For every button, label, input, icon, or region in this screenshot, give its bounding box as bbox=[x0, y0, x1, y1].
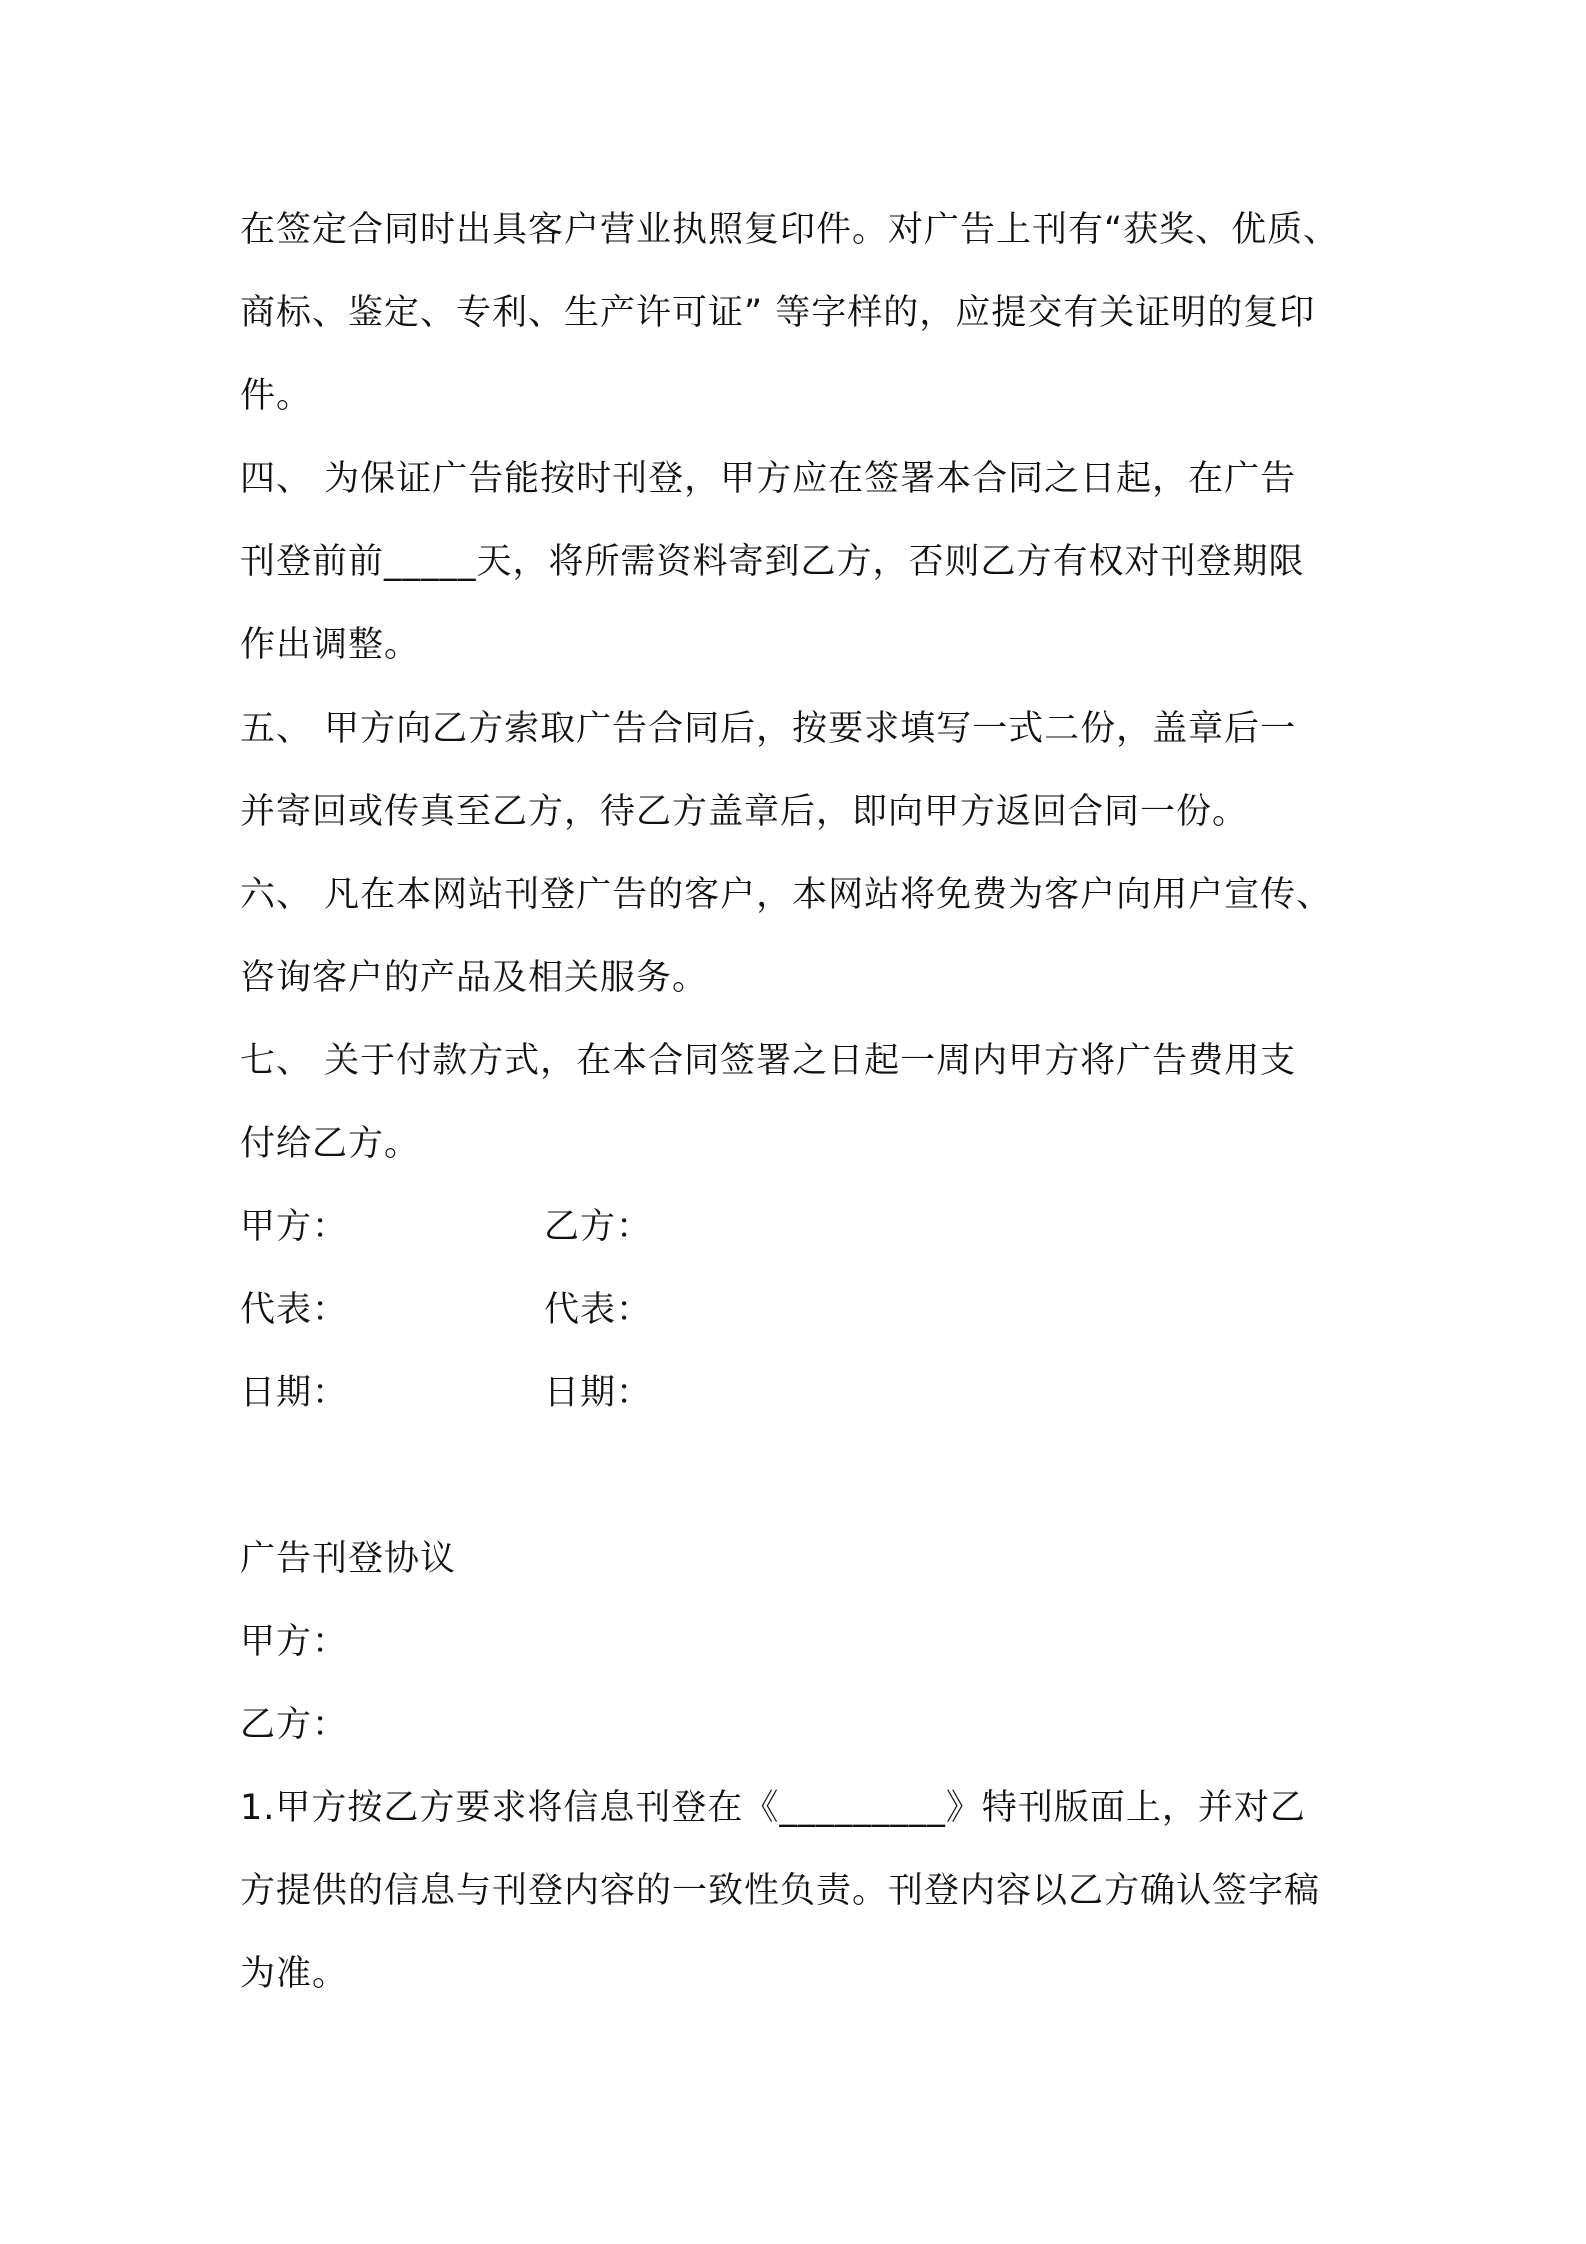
agreement-party-a: 甲方： bbox=[240, 1622, 349, 1662]
signature-party-b: 乙方： bbox=[544, 1207, 653, 1247]
clause-7-line: 付给乙方。 bbox=[240, 1124, 421, 1164]
clause-6-line: 六、 凡在本网站刊登广告的客户，本网站将免费为客户向用户宣传、 bbox=[240, 875, 1333, 915]
clause-6-line: 咨询客户的产品及相关服务。 bbox=[240, 958, 709, 998]
clause-5-line: 并寄回或传真至乙方，待乙方盖章后，即向甲方返回合同一份。 bbox=[240, 792, 1249, 832]
agreement-title: 广告刊登协议 bbox=[240, 1539, 457, 1579]
agreement-party-b: 乙方： bbox=[240, 1705, 349, 1745]
agreement-item-1-line: 1.甲方按乙方要求将信息刊登在《_________》特刊版面上，并对乙 bbox=[240, 1788, 1306, 1828]
paragraph-line: 商标、鉴定、专利、生产许可证” 等字样的，应提交有关证明的复印 bbox=[240, 293, 1316, 333]
signature-date-a: 日期： bbox=[240, 1373, 349, 1413]
signature-rep-b: 代表： bbox=[544, 1290, 653, 1330]
paragraph-line: 在签定合同时出具客户营业执照复印件。对广告上刊有“获奖、优质、 bbox=[240, 210, 1340, 250]
agreement-item-1-line: 为准。 bbox=[240, 1954, 349, 1994]
signature-date-b: 日期： bbox=[544, 1373, 653, 1413]
clause-5-line: 五、 甲方向乙方索取广告合同后，按要求填写一式二份，盖章后一 bbox=[240, 709, 1297, 749]
signature-rep-a: 代表： bbox=[240, 1290, 349, 1330]
clause-7-line: 七、 关于付款方式，在本合同签署之日起一周内甲方将广告费用支 bbox=[240, 1041, 1297, 1081]
agreement-item-1-line: 方提供的信息与刊登内容的一致性负责。刊登内容以乙方确认签字稿 bbox=[240, 1871, 1321, 1911]
clause-4-line: 作出调整。 bbox=[240, 625, 421, 665]
clause-4-line: 四、 为保证广告能按时刊登，甲方应在签署本合同之日起，在广告 bbox=[240, 459, 1297, 499]
signature-party-a: 甲方： bbox=[240, 1207, 349, 1247]
paragraph-line: 件。 bbox=[240, 376, 313, 416]
clause-4-line: 刊登前前_____天，将所需资料寄到乙方，否则乙方有权对刊登期限 bbox=[240, 542, 1305, 582]
